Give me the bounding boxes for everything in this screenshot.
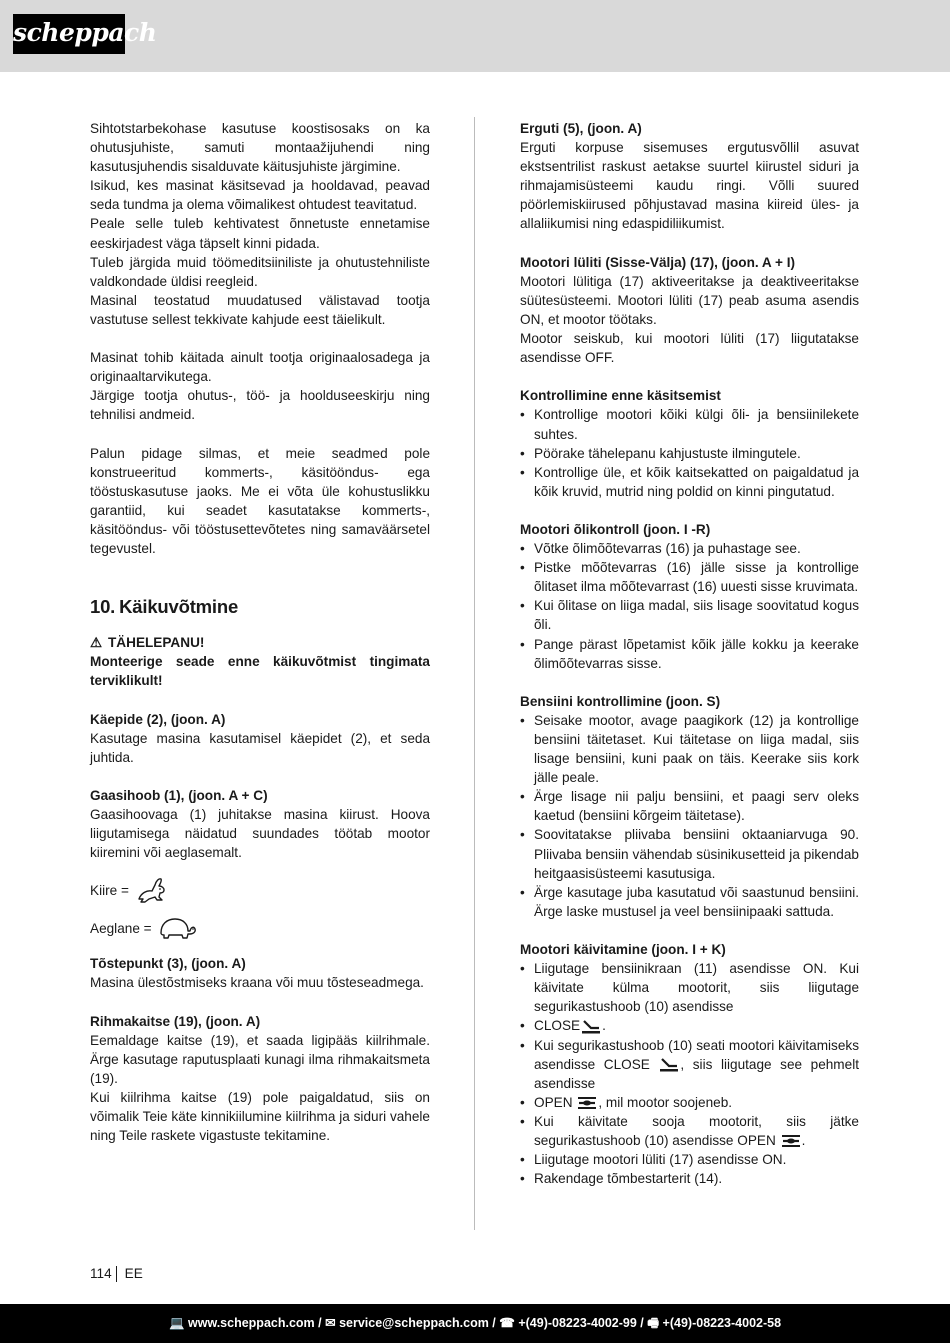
lift-point-text: Masina ülestõstmiseks kraana või muu tõsteseadmega. <box>90 975 424 991</box>
list-item: • Liigutage mootori lüliti (17) asendisse ON. <box>520 1150 859 1169</box>
pre-check-title: Kontrollimine enne käsitsemist <box>520 388 721 404</box>
throttle-text: Gaasihoovaga (1) juhitakse masina kiirust. Hoova liigutamisega näidatud suundades töötab mootor kiiremini või aeglasemalt. <box>90 807 430 861</box>
fax-icon: 🖷 <box>647 1316 660 1331</box>
attention-label: TÄHELEPANU! <box>108 635 205 651</box>
list-item <box>520 1093 859 1112</box>
fuel-check-title: Bensiini kontrollimine (joon. S) <box>520 693 721 709</box>
list-item: • Seisake mootor, avage paagikork (12) ja kontrollige bensiini täitetaset. Kui täitetase on liiga madal, siis lisage bensiini, kuni paak on täis. Keerake siis kork jälle peale. <box>520 711 859 787</box>
website-link[interactable]: www.scheppach.com / <box>188 1316 322 1331</box>
right-column <box>520 119 859 1188</box>
list-item: • Pöörake tähelepanu kahjustuste ilmingutele. <box>520 444 859 463</box>
section-title: Käikuvõtmine <box>119 596 239 618</box>
engine-start-list <box>520 959 859 1188</box>
footer-separator <box>116 1266 117 1282</box>
section-heading <box>90 595 430 619</box>
list-item: • Rakendage tõmbestarterit (14). <box>520 1169 859 1188</box>
left-column <box>90 119 430 1145</box>
handles-title: Käepide (2), (joon. A) <box>90 711 226 727</box>
list-item: • Soovitatakse pliivaba bensiini oktaaniarvuga 90. Pliivaba bensiin vähendab süsinikusetteid ja pikendab heitgaasisüsteemi kasutusiga. <box>520 825 859 882</box>
mail-icon: ✉ <box>325 1316 336 1331</box>
page-header <box>0 0 950 72</box>
contact-bar <box>0 1304 950 1343</box>
list-item: • Pistke mõõtevarras (16) jälle sisse ja kontrollige õlitaset ilma mõõtevarrast (16) uuesti sisse kruvimata. <box>520 558 859 596</box>
section-number: 10. <box>90 596 116 618</box>
list-item: • Kui õlitase on liiga madal, siis lisage soovitatud kogus õli. <box>520 596 859 634</box>
list-item: • Ärge kasutage juba kasutatud või saastunud bensiini. Ärge laske mustusel ja veel bensiinipaaki sattuda. <box>520 883 859 921</box>
list-text: , siis liigutage see pehmelt asendisse <box>534 1056 859 1091</box>
intro-paragraph: Masinal teostatud muudatused välistavad tootja vastutuse sellest tekkivate kahjude eest täielikult. <box>90 292 430 327</box>
email-link[interactable]: service@scheppach.com / <box>339 1316 496 1331</box>
list-item: • Võtke õlimõõtevarras (16) ja puhastage see. <box>520 539 859 558</box>
list-item <box>520 1036 859 1093</box>
list-text: , mil mootor soojeneb. <box>598 1094 733 1110</box>
engine-switch-title: Mootori lüliti (Sisse-Välja) (17), (joon. A + I) <box>520 254 796 270</box>
fast-label: Kiire = <box>90 882 129 898</box>
lift-point-title: Tõstepunkt (3), (joon. A) <box>90 956 246 972</box>
rabbit-icon <box>135 875 167 905</box>
fast-row <box>90 878 430 902</box>
scheppach-logo: scheppach <box>13 14 125 54</box>
intro-paragraph: Peale selle tuleb kehtivatest õnnetuste ennetamise eeskirjadest väga täpselt kinni pidada. <box>90 216 430 251</box>
list-item: • Kontrollige mootori kõiki külgi õli- ja bensiinilekete suhtes. <box>520 405 859 443</box>
warning-icon: ⚠ <box>90 635 103 651</box>
fuel-check-list <box>520 711 859 921</box>
parts-paragraph: Masinat tohib käitada ainult tootja originaalosadega ja originaaltarvikutega. <box>90 350 430 385</box>
list-text: Kui segurikastushoob (10) seati mootori käivitamiseks asendisse CLOSE <box>534 1037 859 1072</box>
parts-paragraph: Järgige tootja ohutus-, töö- ja hoolduseeskirju ning tehnilisi andmeid. <box>90 388 430 423</box>
page-footer <box>90 1264 143 1283</box>
slow-row <box>90 916 430 940</box>
phone-number: +(49)-08223-4002-99 / <box>518 1316 644 1331</box>
choke-close-icon <box>581 1020 601 1034</box>
open-label: OPEN <box>534 1094 573 1110</box>
phone-icon: ☎ <box>499 1316 515 1331</box>
list-item: • Liigutage bensiinikraan (11) asendisse ON. Kui käivitate külma mootorit, siis liigutage segurikastushoob (10) asendisse <box>520 959 859 1016</box>
list-item: • Pange pärast lõpetamist kõik jälle kokku ja keerake õlimõõtevarras sisse. <box>520 635 859 673</box>
column-divider <box>474 117 475 1230</box>
throttle-title: Gaasihoob (1), (joon. A + C) <box>90 787 268 803</box>
commercial-use-paragraph: Palun pidage silmas, et meie seadmed pole konstrueeritud kommerts-, käsitööndus- ega tööstuskasutuse jaoks. Me ei võta üle kohustuslikku garantiid, kui seadet kasutatakse kommerts-, käsitööndus- või tööstusettevõtetes ning samaväärsetel tegevustel. <box>90 445 430 557</box>
engine-switch-text: Mootori lülitiga (17) aktiveeritakse ja deaktiveeritakse süütesüsteemi. Mootori lüliti (17) peab asuma asendis ON, et mootor töötaks. <box>520 273 859 327</box>
page-number: 114 <box>90 1266 112 1281</box>
list-text: Kui käivitate sooja mootorit, siis jätke segurikastushoob (10) asendisse OPEN <box>534 1113 859 1148</box>
list-item: • CLOSE . <box>520 1016 859 1035</box>
attention-heading <box>90 633 430 652</box>
engine-switch-text: Mootor seiskub, kui mootori lüliti (17) liigutatakse asendisse OFF. <box>520 331 859 366</box>
list-item: • Kui käivitate sooja mootorit, siis jätke segurikastushoob (10) asendisse OPEN . <box>520 1112 859 1150</box>
choke-open-icon <box>781 1134 801 1148</box>
pre-check-list <box>520 405 859 500</box>
exciter-text: Erguti korpuse sisemuses ergutusvõllil asuvat ekstsentrilist raskust aetakse suurtel kiirustel siduri ja rihmajamisüsteemi kaudu ringi. Võlli suured pöörlemiskiirused põhjustavad masina kiireid üles- ja allaliikumisi ning edaspidiliikumist. <box>520 140 859 232</box>
list-item: • Kontrollige üle, et kõik kaitsekatted on paigaldatud ja kõik kruvid, mutrid ning poldid on kinni pingutatud. <box>520 463 859 501</box>
belt-guard-text: Eemaldage kaitse (19), et saada ligipääs kiilrihmale. Ärge kasutage raputusplaati kunagi ilma rihmakaitsmeta (19). <box>90 1032 430 1086</box>
oil-check-title: Mootori õlikontroll (joon. I -R) <box>520 521 711 537</box>
intro-paragraph: Isikud, kes masinat käsitsevad ja hooldavad, peavad seda tundma ja olema võimalikest ohtudest teavitatud. <box>90 178 430 213</box>
choke-close-icon <box>659 1058 679 1072</box>
turtle-icon <box>157 915 197 941</box>
intro-paragraph: Tuleb järgida muid töömeditsiiniliste ja ohutustehniliste valdkondade üldisi reegleid. <box>90 254 430 289</box>
fax-number: +(49)-08223-4002-58 <box>662 1316 782 1331</box>
choke-open-icon <box>577 1096 597 1110</box>
oil-check-list <box>520 539 859 673</box>
list-item: • Ärge lisage nii palju bensiini, et paagi serv oleks kaetud (bensiini kõrgeim täitetase). <box>520 787 859 825</box>
computer-icon: 💻 <box>168 1316 185 1331</box>
language-code: EE <box>124 1266 143 1281</box>
slow-label: Aeglane = <box>90 920 152 936</box>
intro-paragraph: Sihtotstarbekohase kasutuse koostisosaks on ka ohutusjuhiste, samuti montaažijuhendi ning kasutusjuhendis sisalduvate käitusjuhiste järgimine. <box>90 121 430 175</box>
belt-guard-text: Kui kiilrihma kaitse (19) pole paigaldatud, siis on võimalik Teie käte kinnikiilumine kiilrihma ja siduri vahele ning Teile raskete vigastuste tekitamine. <box>90 1089 430 1144</box>
belt-guard-title: Rihmakaitse (19), (joon. A) <box>90 1013 261 1029</box>
exciter-title: Erguti (5), (joon. A) <box>520 121 642 136</box>
close-label: CLOSE <box>534 1018 581 1034</box>
engine-start-title: Mootori käivitamine (joon. I + K) <box>520 942 726 958</box>
handles-text: Kasutage masina kasutamisel käepidet (2), et seda juhtida. <box>90 730 430 765</box>
attention-text: Monteerige seade enne käikuvõtmist tingimata terviklikult! <box>90 654 430 689</box>
